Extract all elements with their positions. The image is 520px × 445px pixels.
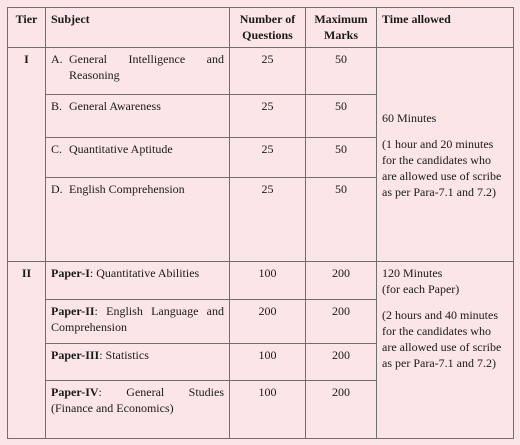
header-row [8,8,514,48]
tier-2-label: II [8,262,46,439]
tier-2-time-main: 120 Minutes [382,266,443,280]
marks-cell: 50 [306,138,377,178]
paper-name: Paper-IV [51,385,99,399]
subject-name: : English Language and Comprehension [51,304,224,334]
subject-prefix: B. [51,99,63,113]
subject-name: English Comprehension [69,182,185,196]
questions-cell: 100 [230,381,306,439]
exam-scheme-table [7,7,514,439]
marks-cell: 200 [306,344,377,381]
subject-name: General Intelligence and Reasoning [69,52,224,82]
subject-cell [46,48,230,95]
subject-cell [46,300,230,344]
marks-cell: 200 [306,300,377,344]
questions-cell: 100 [230,344,306,381]
subject-prefix: D. [51,182,63,196]
subject-cell [46,95,230,138]
subject-cell [46,381,230,439]
header-questions: Number of Questions [230,8,306,48]
tier-1-time-main: 60 Minutes [382,111,437,125]
paper-name: Paper-III [51,348,100,362]
tier-2-time-sub: (for each Paper) [382,282,460,296]
subject-name: : Statistics [99,348,149,362]
subject-cell [46,262,230,300]
tier-1-label: I [8,48,46,262]
tier-1-time-note: (1 hour and 20 minutes for the candidates who are allowed use of scribe as per Para-7.1 and 7.2) [382,137,502,199]
tier-2-time [377,262,514,439]
marks-cell: 200 [306,262,377,300]
subject-name: : Quantitative Abilities [89,266,200,280]
questions-cell: 100 [230,262,306,300]
header-marks: Maximum Marks [306,8,377,48]
questions-cell: 25 [230,178,306,262]
paper-name: Paper-II [51,304,95,318]
subject-cell [46,344,230,381]
exam-scheme-table-wrapper [7,7,513,438]
marks-cell: 200 [306,381,377,439]
marks-cell: 50 [306,95,377,138]
subject-name: General Awareness [69,99,161,113]
table-row [8,262,514,300]
questions-cell: 25 [230,138,306,178]
subject-prefix: C. [51,142,63,156]
header-subject: Subject [46,8,230,48]
tier-1-time [377,48,514,262]
header-time: Time allowed [377,8,514,48]
paper-name: Paper-I [51,266,90,280]
marks-cell: 50 [306,48,377,95]
header-tier: Tier [8,8,46,48]
table-row [8,48,514,95]
subject-cell [46,138,230,178]
questions-cell: 25 [230,48,306,95]
subject-prefix: A. [51,52,63,66]
tier-2-time-note: (2 hours and 40 minutes for the candidates who are allowed use of scribe as per Para-7.1 and 7.2) [382,308,502,370]
subject-cell [46,178,230,262]
questions-cell: 25 [230,95,306,138]
marks-cell: 50 [306,178,377,262]
subject-name: : General Studies (Finance and Economics) [51,385,224,415]
questions-cell: 200 [230,300,306,344]
subject-name: Quantitative Aptitude [69,142,173,156]
